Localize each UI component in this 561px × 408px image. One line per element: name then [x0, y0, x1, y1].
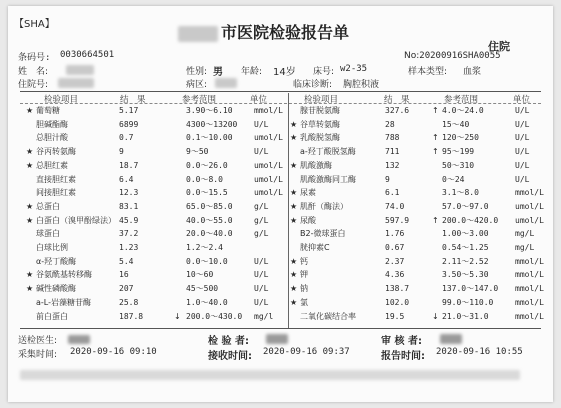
test-unit: U/L	[254, 256, 269, 266]
test-result: 19.5	[385, 311, 405, 321]
result-row	[290, 297, 552, 310]
result-row	[26, 146, 288, 159]
hospital-name-redacted	[178, 26, 218, 42]
test-name: 胱抑素C	[300, 243, 330, 252]
col-header-unit-left: 单位	[250, 95, 268, 105]
test-name: 腺苷脱氨酶	[300, 106, 340, 115]
examiner-label: 检 验 者:	[208, 336, 249, 347]
sample-type-label: 样本类型:	[408, 67, 448, 77]
test-name: a-L-岩藻糖苷酶	[36, 297, 91, 307]
test-result: 74.0	[385, 201, 405, 211]
abnormal-flag: ↑	[432, 215, 439, 225]
result-row	[290, 256, 552, 269]
result-row	[290, 146, 552, 159]
test-unit: U/L	[254, 270, 269, 280]
test-result: 18.7	[119, 160, 139, 170]
test-name: 肌酸激酶	[300, 160, 332, 170]
result-row	[290, 311, 552, 324]
star-marker: ★	[290, 215, 298, 225]
reference-range: 99.0～110.0	[442, 297, 494, 307]
result-row	[290, 228, 552, 241]
lab-report-sheet	[8, 6, 553, 402]
reference-range: 57.0～97.0	[442, 201, 489, 211]
test-result: 711	[385, 147, 400, 157]
test-result: 102.0	[385, 297, 410, 307]
diagnosis-label: 临床诊断:	[293, 80, 333, 90]
abnormal-flag: ↑	[432, 106, 439, 115]
reference-range: 20.0～40.0	[186, 229, 233, 239]
patient-name-label: 姓 名:	[18, 67, 49, 77]
star-marker: ★	[290, 297, 298, 307]
col-header-item-right: 检验项目	[304, 95, 339, 105]
reference-range: 0.0～15.5	[186, 188, 228, 198]
reference-range: 0.0～10.0	[186, 256, 228, 266]
star-marker: ★	[26, 284, 34, 294]
result-row	[26, 228, 288, 241]
ward-label: 病区:	[186, 80, 208, 90]
test-unit: U/L	[515, 147, 530, 157]
collect-time-value: 2020-09-16 09:10	[70, 347, 157, 357]
test-result: 788	[385, 133, 400, 143]
reference-range: 0.0～8.0	[186, 174, 223, 184]
reference-range: 21.0～31.0	[442, 311, 489, 321]
test-name: 乳酸脱氢酶	[300, 133, 340, 143]
test-unit: g/L	[254, 229, 269, 239]
test-name: 碱性磷酸酶	[36, 284, 76, 294]
reference-range: 137.0～147.0	[442, 284, 499, 294]
result-row	[26, 269, 288, 282]
test-name: 白球比例	[36, 243, 68, 252]
star-marker: ★	[290, 133, 298, 143]
reference-range: 0.54～1.25	[442, 243, 489, 252]
test-unit: umol/L	[515, 201, 544, 211]
reference-range: 45～500	[186, 284, 219, 294]
test-unit: umol/L	[254, 174, 283, 184]
reference-range: 200.0～430.0	[186, 311, 243, 321]
result-row	[26, 119, 288, 132]
test-name: 总胆红素	[36, 160, 68, 170]
test-result: 45.9	[119, 215, 139, 225]
result-row	[290, 174, 552, 187]
test-name: 球蛋白	[36, 229, 60, 239]
result-row	[26, 256, 288, 269]
test-result: 25.8	[119, 297, 139, 307]
star-marker: ★	[26, 201, 34, 211]
result-row	[26, 283, 288, 296]
test-result: 6899	[119, 119, 139, 129]
test-result: 597.9	[385, 215, 410, 225]
report-time-value: 2020-09-16 10:55	[436, 347, 523, 357]
test-name: 钠	[300, 284, 308, 294]
abnormal-flag: ↓	[432, 311, 439, 321]
reference-range: 4300～13200	[186, 119, 238, 129]
test-result: 6.4	[119, 174, 134, 184]
test-result: 9	[119, 147, 124, 157]
star-marker: ★	[26, 147, 34, 157]
test-unit: mmol/L	[254, 106, 283, 115]
report-number	[404, 51, 501, 61]
test-result: 6.1	[385, 188, 400, 198]
test-name: 间接胆红素	[36, 188, 76, 198]
result-row	[26, 201, 288, 214]
sample-type-value: 血浆	[463, 67, 482, 77]
bed-value: w2-35	[340, 64, 368, 74]
star-marker: ★	[290, 256, 298, 266]
result-row	[290, 160, 552, 173]
reference-range: 65.0～85.0	[186, 201, 233, 211]
star-marker: ★	[290, 201, 298, 211]
abnormal-flag: ↑	[432, 147, 439, 157]
test-unit: mmol/L	[515, 270, 544, 280]
reference-range: 0.0～26.0	[186, 160, 228, 170]
admission-number-redacted	[58, 78, 94, 88]
test-result: 132	[385, 160, 400, 170]
reference-range: 50～310	[442, 160, 475, 170]
result-row	[290, 201, 552, 214]
test-name: 葡萄糖	[36, 106, 60, 115]
test-name: 谷丙转氨酶	[36, 147, 76, 157]
test-unit: U/L	[515, 119, 530, 129]
test-result: 207	[119, 284, 134, 294]
result-row	[26, 215, 288, 228]
reviewer-label: 审 核 者:	[381, 336, 422, 347]
test-unit: umol/L	[254, 133, 283, 143]
test-name: 直接胆红素	[36, 174, 76, 184]
test-result: 16	[119, 270, 129, 280]
diagnosis-value: 胸腔积液	[343, 80, 380, 90]
result-row	[26, 174, 288, 187]
test-result: 187.8	[119, 311, 144, 321]
test-unit: mg/L	[515, 229, 535, 239]
result-row	[26, 311, 288, 324]
reference-range: 4.0～24.0	[442, 106, 484, 115]
test-unit: umol/L	[254, 160, 283, 170]
test-unit: mmol/L	[515, 297, 544, 307]
test-unit: U/L	[515, 174, 530, 184]
test-name: 胆碱酯酶	[36, 119, 68, 129]
star-marker: ★	[26, 215, 34, 225]
reference-range: 9～50	[186, 147, 209, 157]
reference-range: 0.1～10.00	[186, 133, 233, 143]
col-header-result-right: 结 果	[384, 95, 410, 105]
report-title	[178, 20, 349, 43]
barcode-label: 条码号:	[18, 53, 51, 63]
table-center-divider	[288, 93, 289, 328]
report-number-value: 20200916SHA0055	[419, 51, 501, 61]
footer-notice-redacted	[20, 370, 520, 380]
test-name: 氯	[300, 297, 308, 307]
test-unit: umol/L	[515, 215, 544, 225]
test-result: 1.23	[119, 243, 139, 252]
result-row	[290, 132, 552, 145]
dept-label: 住院	[488, 40, 510, 53]
result-row	[290, 269, 552, 282]
report-time-label: 报告时间:	[381, 351, 425, 362]
admission-number-label: 住院号:	[18, 80, 49, 90]
reference-range: 15～40	[442, 119, 470, 129]
age-label: 年龄:	[241, 67, 263, 77]
col-header-range-right: 参考范围	[444, 95, 479, 105]
abnormal-flag: ↑	[432, 133, 439, 143]
reviewer-redacted	[440, 334, 462, 344]
result-row	[26, 242, 288, 255]
test-unit: U/L	[515, 160, 530, 170]
gender-label: 性别:	[186, 67, 208, 77]
test-name: B2-微球蛋白	[300, 229, 346, 239]
test-name: 钾	[300, 270, 308, 280]
star-marker: ★	[290, 284, 298, 294]
reference-range: 3.50～5.30	[442, 270, 489, 280]
test-result: 5.4	[119, 256, 134, 266]
test-name: 尿酸	[300, 215, 316, 225]
test-result: 9	[385, 174, 390, 184]
star-marker: ★	[290, 160, 298, 170]
col-header-result-left: 结 果	[120, 95, 146, 105]
test-name: a-羟丁酸脱氢酶	[300, 147, 356, 157]
test-name: 白蛋白（溴甲酚绿法）	[36, 215, 116, 225]
test-result: 2.37	[385, 256, 405, 266]
table-bottom-rule	[20, 328, 541, 329]
examiner-redacted	[266, 334, 288, 344]
test-result: 1.76	[385, 229, 405, 239]
test-unit: mmol/L	[515, 311, 544, 321]
test-name: 谷氨酰基转移酶	[36, 270, 92, 280]
ward-redacted	[215, 78, 237, 88]
test-unit: U/L	[254, 284, 269, 294]
star-marker: ★	[290, 270, 298, 280]
test-result: 83.1	[119, 201, 139, 211]
test-result: 0.67	[385, 243, 405, 252]
test-name: 肌酐（酶法）	[300, 201, 348, 211]
test-result: 0.7	[119, 133, 134, 143]
reference-range: 1.00～3.00	[442, 229, 489, 239]
star-marker: ★	[290, 119, 298, 129]
reference-range: 10～60	[186, 270, 214, 280]
col-header-item-left: 检验项目	[44, 95, 79, 105]
test-name: 肌酸激酶同工酶	[300, 174, 356, 184]
barcode-value: 0030664501	[60, 50, 115, 60]
result-row	[26, 160, 288, 173]
col-header-unit-right: 单位	[513, 95, 531, 105]
receive-time-value: 2020-09-16 09:37	[263, 347, 350, 357]
test-result: 5.17	[119, 106, 139, 115]
test-name: α-羟丁酸酶	[36, 256, 77, 266]
test-unit: g/L	[254, 215, 269, 225]
star-marker: ★	[26, 106, 34, 115]
test-name: 总胆汁酸	[36, 133, 68, 143]
test-unit: mmol/L	[515, 256, 544, 266]
test-unit: mmol/L	[515, 188, 544, 198]
test-result: 12.3	[119, 188, 139, 198]
test-result: 138.7	[385, 284, 410, 294]
test-unit: U/L	[254, 147, 269, 157]
star-marker: ★	[26, 270, 34, 280]
reference-range: 120～250	[442, 133, 479, 143]
reference-range: 3.1～8.0	[442, 188, 479, 198]
result-row	[290, 242, 552, 255]
star-marker: ★	[290, 188, 298, 198]
test-name: 钙	[300, 256, 308, 266]
test-unit: mg/l	[254, 311, 274, 321]
reference-range: 200.0～420.0	[442, 215, 499, 225]
report-tag: 【SHA】	[14, 19, 55, 30]
reference-range: 3.90～6.10	[186, 106, 233, 115]
collect-time-label: 采集时间:	[18, 350, 58, 360]
sender-doctor-label: 送检医生:	[18, 336, 58, 346]
bed-label: 床号:	[313, 67, 335, 77]
result-row	[26, 105, 288, 118]
patient-name-redacted	[66, 65, 94, 75]
test-unit: U/L	[515, 106, 530, 115]
reference-range: 0～24	[442, 174, 465, 184]
result-row	[290, 119, 552, 132]
test-unit: U/L	[515, 133, 530, 143]
col-header-range-left: 参考范围	[182, 95, 217, 105]
test-result: 4.36	[385, 270, 405, 280]
result-row	[26, 187, 288, 200]
test-name: 总蛋白	[36, 201, 60, 211]
star-marker: ★	[26, 160, 34, 170]
test-name: 前白蛋白	[36, 311, 68, 321]
sender-doctor-redacted	[68, 335, 90, 344]
result-row	[290, 283, 552, 296]
result-row	[290, 105, 552, 118]
receive-time-label: 接收时间:	[208, 351, 252, 362]
reference-range: 1.2～2.4	[186, 243, 223, 252]
report-number-label: No:	[404, 51, 420, 61]
reference-range: 2.11～2.52	[442, 256, 489, 266]
test-result: 327.6	[385, 106, 410, 115]
test-name: 谷草转氨酶	[300, 119, 340, 129]
test-result: 37.2	[119, 229, 139, 239]
test-unit: mmol/L	[515, 284, 544, 294]
result-row	[26, 132, 288, 145]
result-row	[290, 187, 552, 200]
age-value: 14岁	[273, 67, 296, 78]
result-row	[290, 215, 552, 228]
test-unit: U/L	[254, 297, 269, 307]
reference-range: 95～199	[442, 147, 475, 157]
reference-range: 40.0～55.0	[186, 215, 233, 225]
reference-range: 1.0～40.0	[186, 297, 228, 307]
test-unit: U/L	[254, 119, 269, 129]
test-result: 28	[385, 119, 395, 129]
test-unit: umol/L	[254, 188, 283, 198]
test-unit: g/L	[254, 201, 269, 211]
test-name: 二氧化碳结合率	[300, 311, 356, 321]
test-name: 尿素	[300, 188, 316, 198]
abnormal-flag: ↓	[174, 311, 181, 321]
test-unit: mg/L	[515, 243, 535, 252]
report-title-text: 市医院检验报告单	[221, 23, 350, 42]
table-top-rule	[20, 91, 541, 92]
gender-value: 男	[213, 67, 223, 78]
result-row	[26, 297, 288, 310]
